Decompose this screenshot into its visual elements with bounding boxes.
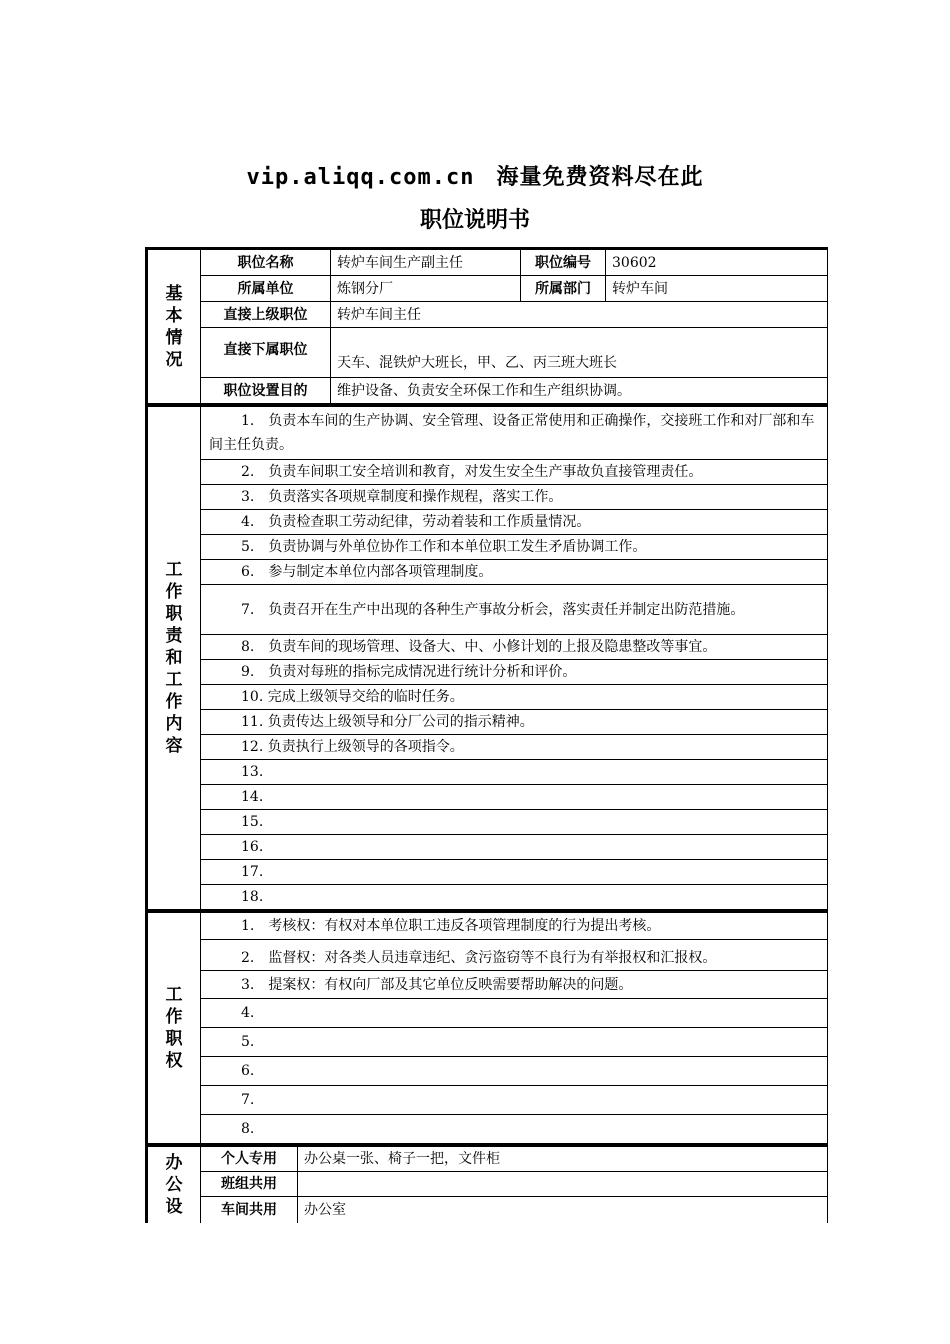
authority-item: 4. xyxy=(201,999,828,1028)
unit-value: 炼钢分厂 xyxy=(331,276,521,302)
authority-item: 7. xyxy=(201,1086,828,1115)
authority-item: 2. 监督权：对各类人员违章违纪、贪污盗窃等不良行为有举报权和汇报权。 xyxy=(201,940,828,971)
team-value xyxy=(298,1172,828,1197)
duty-item: 15. xyxy=(201,810,828,835)
purpose-label: 职位设置目的 xyxy=(201,378,331,404)
duty-item: 13. xyxy=(201,760,828,785)
duty-item: 4. 负责检查职工劳动纪律，劳动着装和工作质量情况。 xyxy=(201,510,828,535)
authority-item: 5. xyxy=(201,1028,828,1057)
authority-item: 8. xyxy=(201,1115,828,1144)
duty-item: 9. 负责对每班的指标完成情况进行统计分析和评价。 xyxy=(201,660,828,685)
duty-item: 1. 负责本车间的生产协调、安全管理、设备正常使用和正确操作，交接班工作和对厂部和车间主任负责。 xyxy=(201,406,828,460)
duties-table xyxy=(145,404,828,910)
authority-item: 3. 提案权：有权向厂部及其它单位反映需要帮助解决的问题。 xyxy=(201,971,828,999)
duty-item: 14. xyxy=(201,785,828,810)
duty-item: 11. 负责传达上级领导和分厂公司的指示精神。 xyxy=(201,710,828,735)
team-label: 班组共用 xyxy=(201,1172,298,1197)
position-name-value: 转炉车间生产副主任 xyxy=(331,249,521,276)
basic-info-table xyxy=(145,247,828,404)
duty-item: 2. 负责车间职工安全培训和教育，对发生安全生产事故负直接管理责任。 xyxy=(201,460,828,485)
duty-item: 16. xyxy=(201,835,828,860)
duty-item: 12. 负责执行上级领导的各项指令。 xyxy=(201,735,828,760)
document-title: 职位说明书 xyxy=(419,208,530,233)
position-no-value: 30602 xyxy=(606,249,828,276)
superior-value: 转炉车间主任 xyxy=(331,302,828,328)
duty-item: 3. 负责落实各项规章制度和操作规程，落实工作。 xyxy=(201,485,828,510)
section-basic-label: 基本情况 xyxy=(147,249,201,404)
authority-item: 1. 考核权：有权对本单位职工违反各项管理制度的行为提出考核。 xyxy=(201,912,828,940)
duty-item: 5. 负责协调与外单位协作工作和本单位职工发生矛盾协调工作。 xyxy=(201,535,828,560)
site-banner xyxy=(0,160,950,191)
dept-value: 转炉车间 xyxy=(606,276,828,302)
personal-label: 个人专用 xyxy=(201,1146,298,1172)
section-office-label: 办公设 xyxy=(147,1146,201,1223)
position-name-label: 职位名称 xyxy=(201,249,331,276)
duty-item: 18. xyxy=(201,885,828,910)
duty-item: 10. 完成上级领导交给的临时任务。 xyxy=(201,685,828,710)
duty-item: 8. 负责车间的现场管理、设备大、中、小修计划的上报及隐患整改等事宜。 xyxy=(201,635,828,660)
site-slogan: 海量免费资料尽在此 xyxy=(496,165,704,190)
unit-label: 所属单位 xyxy=(201,276,331,302)
duty-item: 17. xyxy=(201,860,828,885)
section-authority-label: 工作职权 xyxy=(147,912,201,1144)
subordinate-label: 直接下属职位 xyxy=(201,328,331,378)
job-description-sheet xyxy=(145,247,826,1223)
superior-label: 直接上级职位 xyxy=(201,302,331,328)
authority-item: 6. xyxy=(201,1057,828,1086)
site-url: vip.aliqq.com.cn xyxy=(246,165,475,190)
duty-item: 6. 参与制定本单位内部各项管理制度。 xyxy=(201,560,828,585)
authority-table xyxy=(145,910,828,1144)
personal-value: 办公桌一张、椅子一把，文件柜 xyxy=(298,1146,828,1172)
duty-item: 7. 负责召开在生产中出现的各种生产事故分析会，落实责任并制定出防范措施。 xyxy=(201,585,828,635)
dept-label: 所属部门 xyxy=(521,276,606,302)
section-duties-label: 工作职责和工作内容 xyxy=(147,406,201,910)
subordinate-value: 天车、混铁炉大班长，甲、乙、丙三班大班长 xyxy=(331,328,828,378)
workshop-value: 办公室 xyxy=(298,1197,828,1223)
office-table xyxy=(145,1144,828,1223)
purpose-value: 维护设备、负责安全环保工作和生产组织协调。 xyxy=(331,378,828,404)
workshop-label: 车间共用 xyxy=(201,1197,298,1223)
position-no-label: 职位编号 xyxy=(521,249,606,276)
